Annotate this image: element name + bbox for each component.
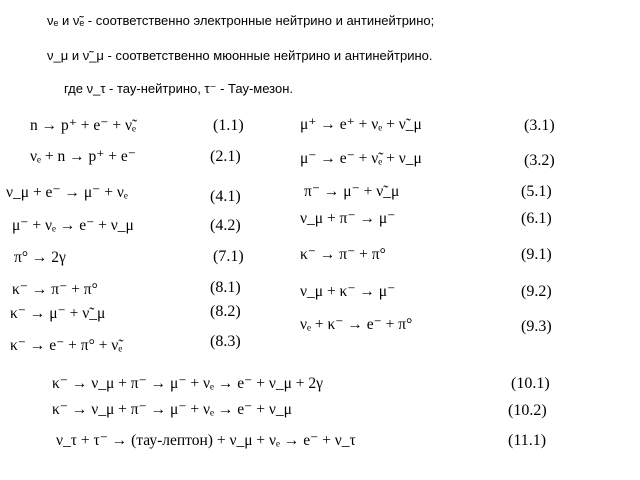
equation-number-4-1: (4.1) [210, 188, 241, 205]
equation-number-8-1: (8.1) [210, 279, 241, 296]
equation-7-1: π° → 2γ [14, 249, 66, 266]
equation-number-2-1: (2.1) [210, 148, 241, 165]
equation-8-3: κ⁻ → e⁻ + π° + ν̃ₑ [10, 337, 123, 354]
equation-3-1: μ⁺ → e⁺ + νₑ + ν̃_μ [300, 116, 422, 133]
equation-11-1: ν_τ + τ⁻ → (тау-лептон) + ν_μ + νₑ → e⁻ + ν_τ [56, 432, 356, 449]
equation-number-8-3: (8.3) [210, 333, 241, 350]
equation-number-3-2: (3.2) [524, 152, 555, 169]
equation-number-8-2: (8.2) [210, 303, 241, 320]
intro-line-tau: где ν_τ - тау-нейтрино, τ⁻ - Тау-мезон. [64, 81, 294, 96]
equation-number-10-2: (10.2) [508, 402, 547, 419]
equation-number-7-1: (7.1) [213, 248, 244, 265]
equation-number-5-1: (5.1) [521, 183, 552, 200]
equation-3-2: μ⁻ → e⁻ + ν̃ₑ + ν_μ [300, 150, 422, 167]
intro-line-electron-neutrino: νₑ и ν̃ₑ - соответственно электронные нейтрино и антинейтрино; [47, 13, 435, 28]
equation-1-1: n → p⁺ + e⁻ + ν̃ₑ [30, 117, 136, 134]
equation-9-2: ν_μ + κ⁻ → μ⁻ [300, 283, 396, 300]
equation-8-2: κ⁻ → μ⁻ + ν̃_μ [10, 305, 106, 322]
equation-10-2: κ⁻ → ν_μ + π⁻ → μ⁻ + νₑ → e⁻ + ν_μ [52, 401, 292, 418]
equation-number-1-1: (1.1) [213, 117, 244, 134]
equation-5-1: π⁻ → μ⁻ + ν̃_μ [304, 183, 400, 200]
equation-9-1: κ⁻ → π⁻ + π° [300, 246, 386, 263]
equation-number-9-3: (9.3) [521, 318, 552, 335]
equation-10-1: κ⁻ → ν_μ + π⁻ → μ⁻ + νₑ → e⁻ + ν_μ + 2γ [52, 375, 323, 392]
equation-number-10-1: (10.1) [511, 375, 550, 392]
equation-number-11-1: (11.1) [508, 432, 547, 449]
equation-4-1: ν_μ + e⁻ → μ⁻ + νₑ [6, 184, 128, 201]
equation-4-2: μ⁻ + νₑ → e⁻ + ν_μ [12, 217, 134, 234]
equation-9-3: νₑ + κ⁻ → e⁻ + π° [300, 316, 413, 333]
equation-8-1: κ⁻ → π⁻ + π° [12, 281, 98, 298]
equation-number-9-1: (9.1) [521, 246, 552, 263]
equation-number-6-1: (6.1) [521, 210, 552, 227]
equation-6-1: ν_μ + π⁻ → μ⁻ [300, 210, 396, 227]
equation-number-4-2: (4.2) [210, 217, 241, 234]
equation-number-9-2: (9.2) [521, 283, 552, 300]
intro-line-muon-neutrino: ν_μ и ν̃_μ - соответственно мюонные нейтрино и антинейтрино. [47, 48, 433, 63]
equation-2-1: νₑ + n → p⁺ + e⁻ [30, 148, 136, 165]
equation-number-3-1: (3.1) [524, 117, 555, 134]
